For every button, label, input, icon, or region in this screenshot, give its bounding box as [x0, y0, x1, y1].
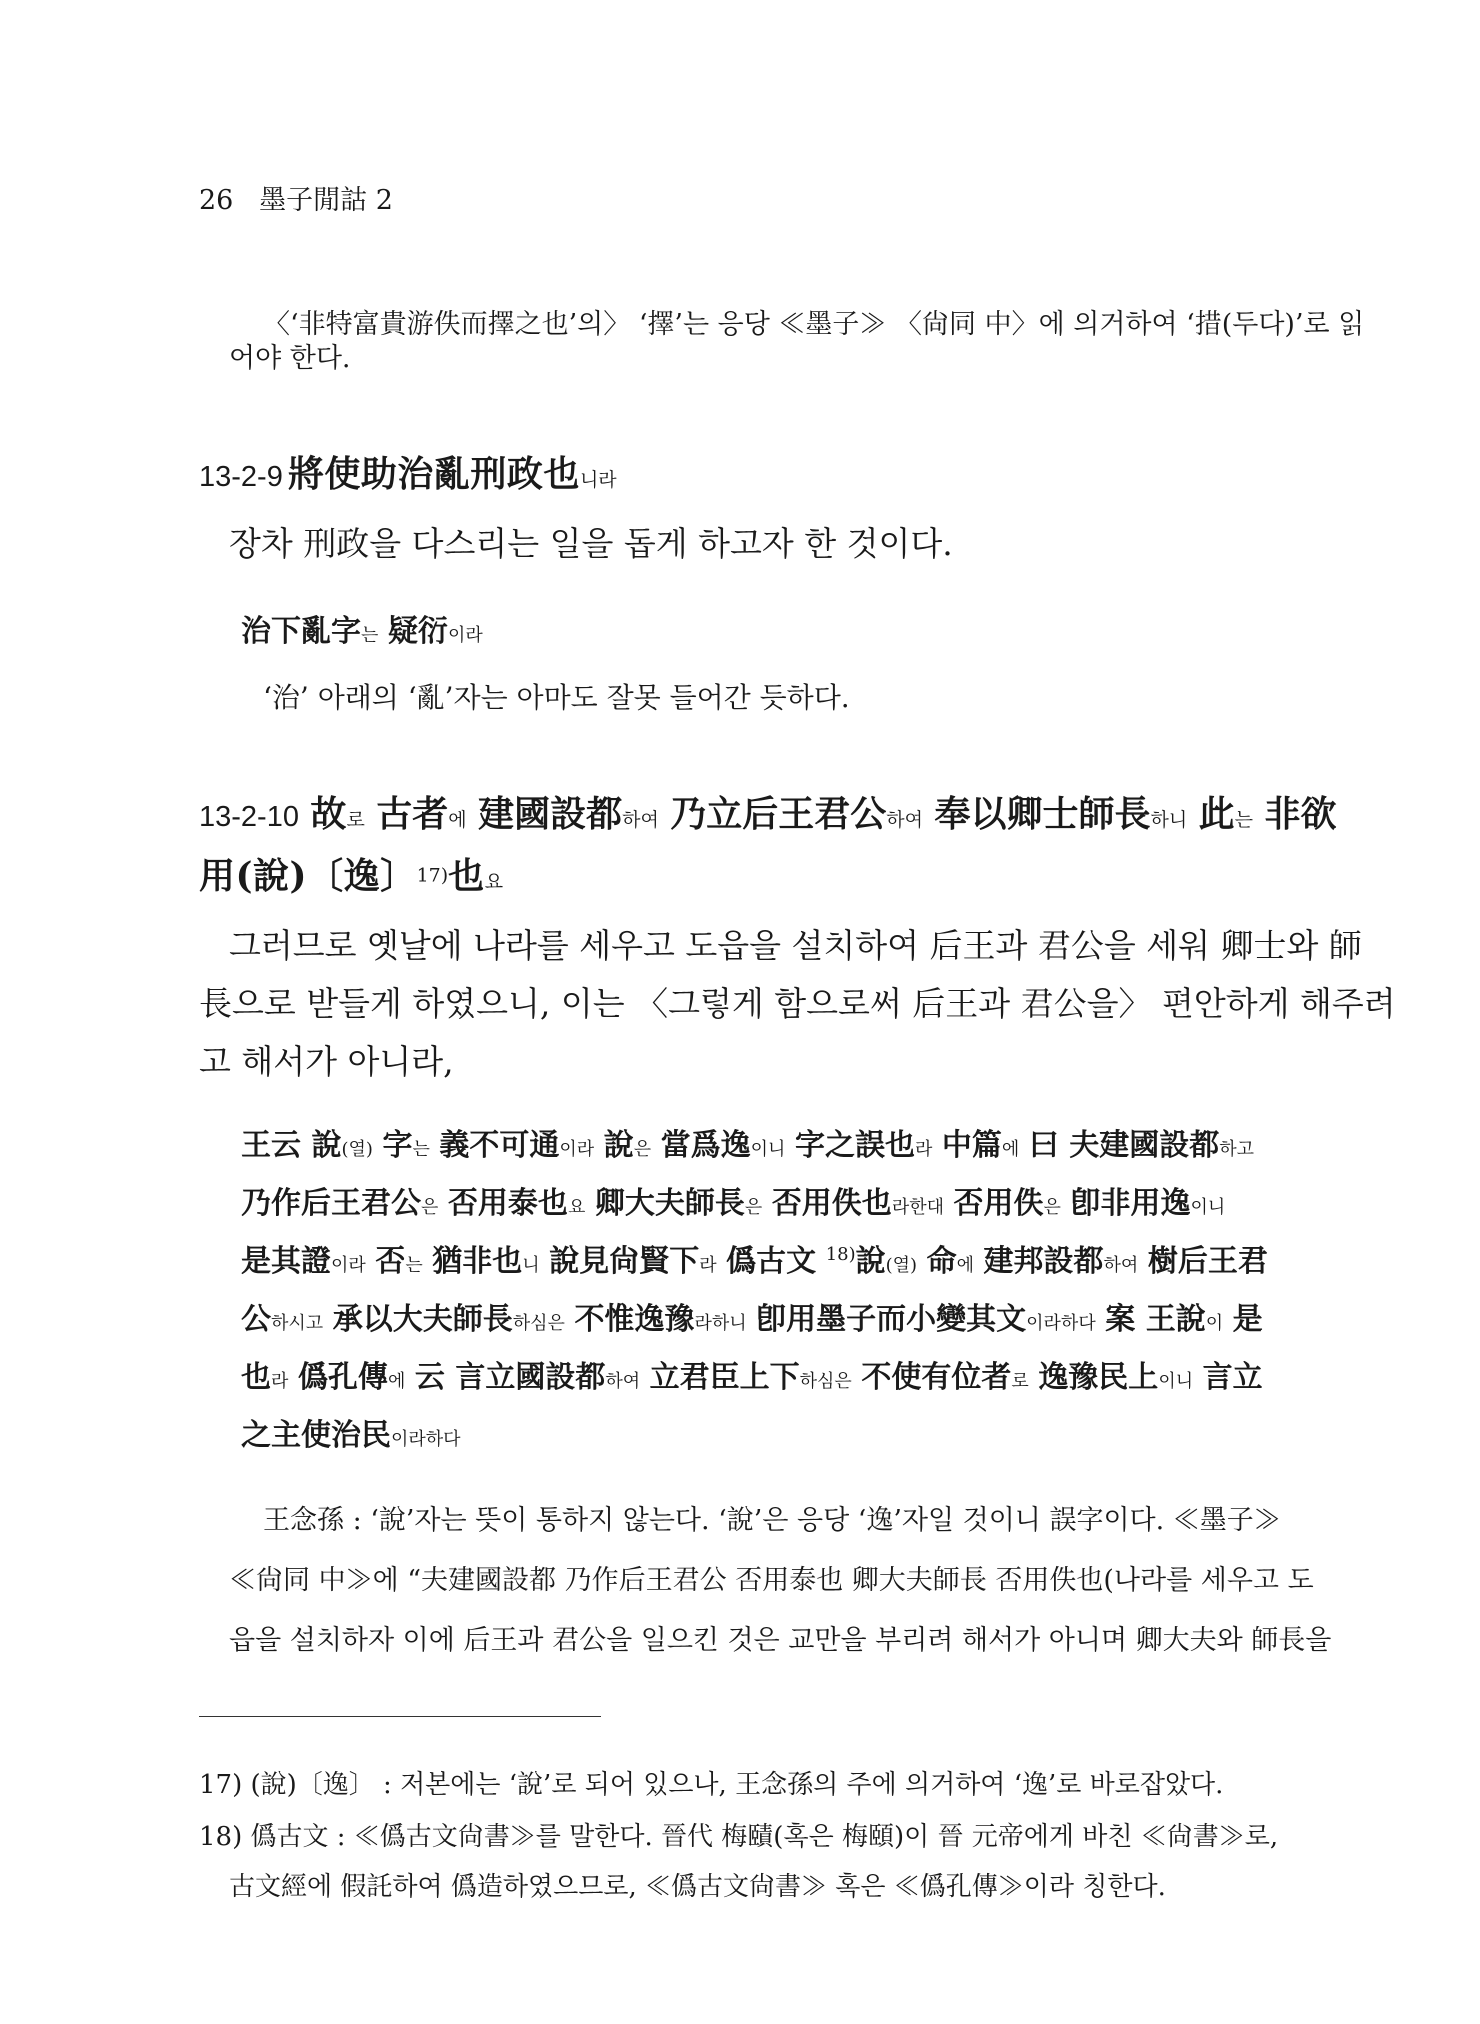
korean-ending: 라: [699, 1255, 717, 1276]
text-run: 逸豫民上: [1038, 1360, 1159, 1395]
comment-ending: 이라: [447, 625, 483, 646]
section-number: 13-2-10: [199, 801, 299, 833]
text-run: 王云 說: [241, 1128, 342, 1163]
korean-ending: 하시고: [271, 1313, 324, 1334]
text-run: 乃立后王君公: [670, 793, 887, 835]
text-run: 否用佚也: [771, 1186, 892, 1221]
section-text-runs: [310, 794, 1336, 835]
text-run: 樹后王君: [1147, 1244, 1268, 1279]
footnote-18-line-2: 古文經에 假託하여 僞造하였으므로, ≪僞古文尙書≫ 혹은 ≪僞孔傳≫이라 칭한다.: [229, 1872, 1166, 1902]
korean-ending: 하고: [1219, 1139, 1255, 1160]
section-13-2-10-translation-line-1: 그러므로 옛날에 나라를 세우고 도읍을 설치하여 后王과 君公을 세워 卿士와 師: [229, 926, 1362, 965]
text-run: 古者: [376, 793, 449, 835]
commentary-translation-line-3: 읍을 설치하자 이에 后王과 君公을 일으킨 것은 교만을 부리려 해서가 아니며 卿大夫와 師長을: [229, 1625, 1332, 1656]
korean-ending: 요: [567, 1197, 586, 1218]
text-run: 字: [382, 1128, 413, 1163]
text-run: 義不可通: [439, 1128, 560, 1163]
korean-ending: 하니: [1150, 809, 1188, 831]
korean-ending: 이라하다: [391, 1429, 461, 1450]
intro-note-line-2: 어야 한다.: [229, 343, 351, 374]
footnote-17: 17) (說)〔逸〕 : 저본에는 ‘說’로 되어 있으나, 王念孫의 주에 의거하여 ‘逸’로 바로잡았다.: [199, 1770, 1224, 1800]
korean-ending: 은: [1043, 1197, 1061, 1218]
korean-ending: 이니: [1158, 1371, 1194, 1392]
section-13-2-9-comment-translation: ‘治’ 아래의 ‘亂’자는 아마도 잘못 들어간 듯하다.: [263, 681, 850, 714]
korean-ending: (열): [341, 1139, 373, 1160]
korean-ending: (열): [885, 1255, 918, 1276]
commentary-line-4: [241, 1294, 1263, 1338]
text-run: 乃作后王君公: [241, 1186, 421, 1221]
text-run: 卿大夫師長: [594, 1186, 745, 1221]
section-13-2-9-translation: 장차 刑政을 다스리는 일을 돕게 하고자 한 것이다.: [229, 524, 953, 563]
korean-ending: 이니: [1190, 1197, 1226, 1218]
text-run: 是其證: [241, 1244, 331, 1279]
section-13-2-9-comment: [241, 606, 483, 650]
korean-ending: 에: [387, 1371, 406, 1392]
korean-ending: 라: [271, 1371, 289, 1392]
footnote-ref[interactable]: 18): [825, 1244, 856, 1265]
text-run: 猶非也: [432, 1244, 523, 1279]
commentary-translation-line-1: 王念孫 : ‘說’자는 뜻이 통하지 않는다. ‘說’은 응당 ‘逸’자일 것이니 誤字이다. ≪墨子≫: [263, 1505, 1281, 1536]
text-run: 僞古文: [726, 1244, 817, 1279]
korean-ending: 는: [412, 1139, 430, 1160]
section-text: 也: [448, 855, 485, 897]
page-number: 26: [199, 185, 234, 216]
text-run: 承以大夫師長: [332, 1302, 513, 1337]
text-run: 立君臣上下: [649, 1360, 800, 1395]
footnote-divider: [199, 1716, 601, 1717]
korean-ending: 이니: [750, 1139, 786, 1160]
text-run: 命: [926, 1244, 957, 1279]
section-13-2-10-translation-line-2: 長으로 받들게 하였으니, 이는 〈그렇게 함으로써 后王과 君公을〉 편안하게 해주려: [199, 984, 1396, 1023]
korean-ending: 라: [914, 1139, 933, 1160]
commentary-line-5: [241, 1352, 1263, 1396]
commentary-translation-line-2: ≪尙同 中≫에 “夫建國設都 乃作后王君公 否用泰也 卿大夫師長 否用佚也(나라를 세우고 도: [229, 1565, 1314, 1596]
korean-ending: 에: [1001, 1139, 1020, 1160]
comment-text: 治下亂字: [241, 614, 361, 649]
text-run: 公: [241, 1302, 271, 1337]
text-run: 奉以卿士師長: [934, 793, 1151, 835]
text-run: 說見尙賢下: [549, 1244, 700, 1279]
text-run: 建邦設都: [983, 1244, 1104, 1279]
section-text: 用(說)〔逸〕: [199, 855, 417, 897]
section-number: 13-2-9: [199, 461, 283, 493]
text-run: 建國設都: [478, 793, 623, 835]
korean-ending: 로: [346, 809, 365, 831]
korean-ending: 하여: [886, 809, 923, 831]
text-run: 當爲逸: [660, 1128, 751, 1163]
korean-ending: 하여: [605, 1371, 641, 1392]
text-run: 非欲: [1264, 793, 1337, 835]
text-run: 卽非用逸: [1070, 1186, 1191, 1221]
section-ending: 요: [484, 871, 504, 893]
footnote-18-line-1: 18) 僞古文 : ≪僞古文尙書≫를 말한다. 晉代 梅賾(혹은 梅頤)이 晉 元帝에게 바친 ≪尙書≫로,: [199, 1822, 1279, 1852]
text-run: 說: [855, 1244, 886, 1279]
text-run: 故: [310, 793, 347, 835]
korean-ending: 은: [421, 1197, 439, 1218]
korean-ending: 에: [448, 809, 467, 831]
korean-ending: 니: [522, 1255, 540, 1276]
korean-ending: 은: [744, 1197, 763, 1218]
korean-ending: 은: [633, 1139, 652, 1160]
text-run: 也: [241, 1360, 271, 1395]
korean-ending: 라하니: [694, 1313, 747, 1334]
intro-note-line-1: 〈‘非特富貴游佚而擇之也’의〉 ‘擇’는 응당 ≪墨子≫ 〈尙同 中〉에 의거하여 ‘措(두다)’로 읽: [263, 309, 1365, 340]
commentary-line-3: [241, 1236, 1268, 1280]
text-run: 僞孔傳: [297, 1360, 388, 1395]
book-title: 墨子閒詁 2: [259, 185, 393, 216]
korean-ending: 이라하다: [1026, 1313, 1096, 1334]
korean-ending: 이라: [331, 1255, 366, 1276]
section-13-2-10-heading-line-1: [199, 786, 1336, 837]
text-run: 案 王說: [1105, 1302, 1206, 1337]
korean-ending: 는: [405, 1255, 423, 1276]
text-run: 不惟逸豫: [574, 1302, 695, 1337]
text-run: 字之誤也: [794, 1128, 915, 1163]
korean-ending: 는: [1234, 809, 1254, 831]
text-run: 之主使治民: [241, 1418, 391, 1453]
comment-text: 疑衍: [387, 614, 448, 649]
running-header: [199, 178, 393, 217]
korean-ending: 하심은: [512, 1313, 565, 1334]
text-run: 不使有位者: [861, 1360, 1012, 1395]
korean-ending: 하여: [1103, 1255, 1139, 1276]
korean-ending: 로: [1011, 1371, 1029, 1392]
commentary-line-1: [241, 1120, 1254, 1164]
korean-ending: 에: [956, 1255, 974, 1276]
commentary-line-2: [241, 1178, 1225, 1222]
comment-ending: 는: [361, 625, 379, 646]
text-run: 此: [1198, 793, 1235, 835]
text-run: 言立: [1202, 1360, 1263, 1395]
section-13-2-10-heading-line-2: [199, 848, 503, 899]
korean-ending: 하여: [622, 809, 659, 831]
text-run: 說: [603, 1128, 634, 1163]
commentary-line-6: [241, 1410, 461, 1454]
section-13-2-10-translation-line-3: 고 해서가 아니라,: [199, 1042, 454, 1081]
section-text: 將使助治亂刑政也: [287, 453, 580, 495]
section-ending: 니라: [579, 469, 617, 491]
text-run: 否用泰也: [447, 1186, 568, 1221]
section-13-2-9-heading: [199, 446, 617, 497]
korean-ending: 이: [1205, 1313, 1224, 1334]
text-run: 卽用墨子而小變其文: [756, 1302, 1027, 1337]
text-run: 云 言立國設都: [414, 1360, 606, 1395]
text-run: 否用佚: [953, 1186, 1044, 1221]
footnote-ref-17[interactable]: 17): [416, 864, 449, 887]
korean-ending: 라한대: [891, 1197, 944, 1218]
text-run: 否: [375, 1244, 406, 1279]
korean-ending: 하심은: [799, 1371, 852, 1392]
korean-ending: 이라: [559, 1139, 595, 1160]
text-run: 是: [1232, 1302, 1263, 1337]
text-run: 中篇: [941, 1128, 1002, 1163]
text-run: 曰 夫建國設都: [1028, 1128, 1220, 1163]
